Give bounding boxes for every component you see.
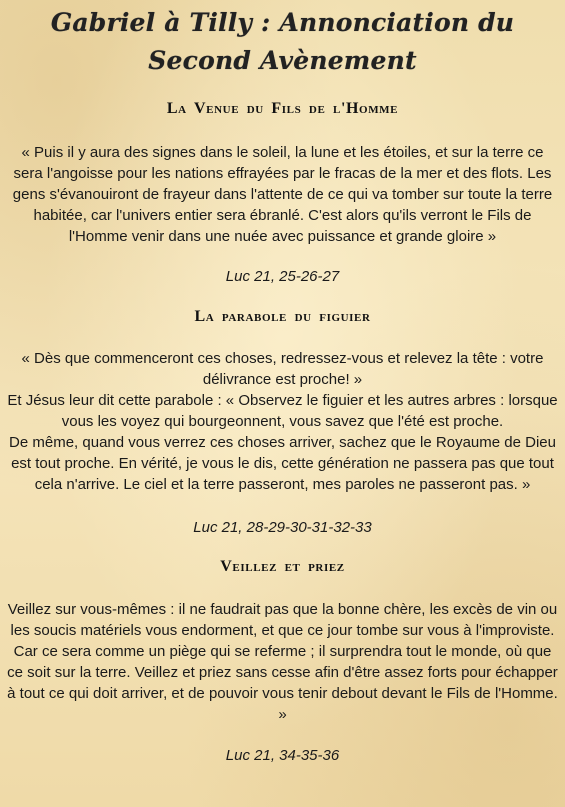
verse-paragraph: De même, quand vous verrez ces choses arriver, sachez que le Royaume de Dieu est tout proche. En vérité, je vous le dis, cette génération ne passera pas que tout cela n'arrive. Le ciel et la terre passeront, mes paroles ne passeront pas. » [9, 434, 556, 493]
section-text-venue [6, 142, 559, 247]
section-heading-veillez: Veillez et priez [220, 558, 345, 575]
section-heading-venue: La Venue du Fils de l'Homme [166, 100, 399, 117]
section-heading-figuier: La parabole du figuier [194, 308, 371, 325]
verse-paragraph: Veillez sur vous-mêmes : il ne faudrait pas que la bonne chère, les excès de vin ou les soucis matériels vous endorment, et que ce jour tombe sur vous à l'improviste. Car ce sera comme un piège qui se referme ; il surprendra tout le monde, où que ce soit sur la terre. Veillez et priez sans cesse afin d'être assez forts pour échapper à tout ce qui doit arriver, et de pouvoir vous tenir debout devant le Fils de l'Homme. » [7, 601, 558, 723]
bible-reference-veillez: Luc 21, 34-35-36 [225, 747, 340, 764]
verse-paragraph: « Dès que commenceront ces choses, redressez-vous et relevez la tête : votre délivrance est proche! » [21, 350, 544, 388]
page-title: Gabriel à Tilly : Annonciation du Second Avènement [50, 8, 515, 75]
section-text-figuier [6, 348, 559, 495]
section-text-veillez [6, 599, 559, 725]
bible-reference-venue: Luc 21, 25-26-27 [225, 268, 340, 285]
verse-paragraph: « Puis il y aura des signes dans le soleil, la lune et les étoiles, et sur la terre ce sera l'angoisse pour les nations effrayées par le fracas de la mer et des flots. Les gens s'évanouiront de frayeur dans l'attente de ce qui va tomber sur toute la terre habitée, car l'univers entier sera ébranlé. C'est alors qu'ils verront le Fils de l'Homme venir dans une nuée avec puissance et grande gloire » [12, 144, 553, 245]
verse-paragraph: Et Jésus leur dit cette parabole : « Observez le figuier et les autres arbres : lorsque vous les voyez qui bourgeonnent, vous savez que l'été est proche. [7, 392, 558, 430]
bible-reference-figuier: Luc 21, 28-29-30-31-32-33 [193, 519, 372, 536]
